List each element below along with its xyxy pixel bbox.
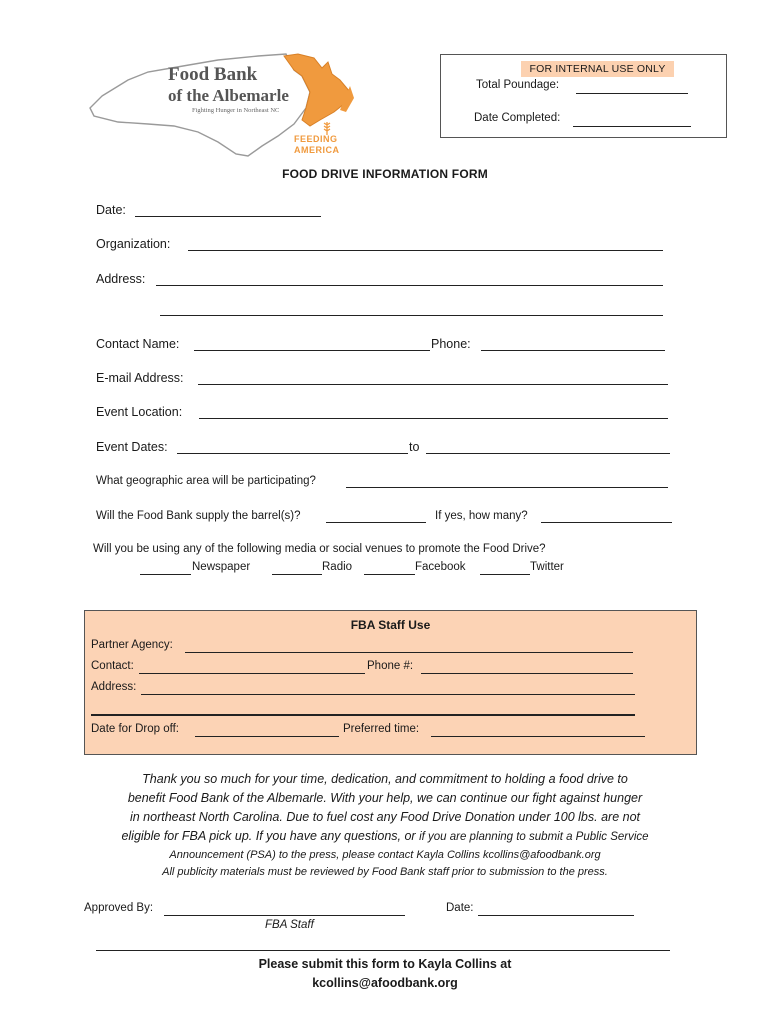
approved-by-label: Approved By: xyxy=(84,902,154,914)
staff-contact-field[interactable] xyxy=(139,673,365,674)
event-dates-label: Event Dates: xyxy=(96,440,168,454)
email-field[interactable] xyxy=(198,384,668,385)
thank-you-line4-part2: if you are planning to submit a Public Service xyxy=(419,831,649,843)
how-many-question: If yes, how many? xyxy=(435,510,528,522)
partner-agency-field[interactable] xyxy=(185,652,633,653)
staff-use-title: FBA Staff Use xyxy=(350,618,431,632)
approval-date-field[interactable] xyxy=(478,915,634,916)
contact-name-field[interactable] xyxy=(194,350,430,351)
address-field-line1[interactable] xyxy=(156,285,663,286)
form-title: FOOD DRIVE INFORMATION FORM xyxy=(282,167,488,181)
preferred-time-field[interactable] xyxy=(431,736,645,737)
barrels-field[interactable] xyxy=(326,522,426,523)
wheat-icon xyxy=(320,120,334,136)
email-label: E-mail Address: xyxy=(96,371,184,385)
logo-name-line2: of the Albemarle xyxy=(168,86,289,105)
twitter-field[interactable] xyxy=(480,574,530,575)
drop-off-date-label: Date for Drop off: xyxy=(91,723,179,735)
submit-instruction-line1: Please submit this form to Kayla Collins at xyxy=(258,957,512,971)
internal-use-box xyxy=(440,54,727,138)
contact-name-label: Contact Name: xyxy=(96,337,180,351)
logo-name-line1: Food Bank xyxy=(168,64,258,85)
media-question: Will you be using any of the following media or social venues to promote the Food Drive? xyxy=(93,543,546,555)
date-label: Date: xyxy=(96,203,126,217)
address-field-line2[interactable] xyxy=(160,315,663,316)
staff-address-field-line2[interactable] xyxy=(91,714,635,716)
footer-divider xyxy=(96,950,670,951)
staff-phone-field[interactable] xyxy=(421,673,633,674)
thank-you-line1: Thank you so much for your time, dedication, and commitment to holding a food drive to xyxy=(142,772,628,786)
logo-tagline: Fighting Hunger in Northeast NC xyxy=(192,107,280,114)
radio-field[interactable] xyxy=(272,574,322,575)
feeding-america-line2: AMERICA xyxy=(294,145,340,155)
organization-field[interactable] xyxy=(188,250,663,251)
date-field[interactable] xyxy=(135,216,321,217)
media-option-twitter: Twitter xyxy=(530,561,564,573)
submit-instruction-email[interactable]: kcollins@afoodbank.org xyxy=(312,976,458,990)
event-location-field[interactable] xyxy=(199,418,668,419)
staff-address-label: Address: xyxy=(91,681,137,693)
feeding-america-line1: FEEDING xyxy=(294,134,338,144)
how-many-field[interactable] xyxy=(541,522,672,523)
address-label: Address: xyxy=(96,272,146,286)
food-bank-logo xyxy=(88,46,360,162)
thank-you-line6: All publicity materials must be reviewed by Food Bank staff prior to submission to the press. xyxy=(162,866,608,878)
media-option-radio: Radio xyxy=(322,561,353,573)
phone-field[interactable] xyxy=(481,350,665,351)
event-dates-start-field[interactable] xyxy=(177,453,408,454)
thank-you-line2: benefit Food Bank of the Albemarle. With your help, we can continue our fight against hunger xyxy=(127,791,643,805)
date-completed-label: Date Completed: xyxy=(474,112,561,124)
fba-staff-caption: FBA Staff xyxy=(265,919,314,931)
media-option-facebook: Facebook xyxy=(415,561,466,573)
date-completed-field[interactable] xyxy=(573,126,691,127)
staff-contact-label: Contact: xyxy=(91,660,134,672)
total-poundage-field[interactable] xyxy=(576,93,688,94)
event-location-label: Event Location: xyxy=(96,405,183,419)
event-dates-end-field[interactable] xyxy=(426,453,670,454)
geographic-area-field[interactable] xyxy=(346,487,668,488)
thank-you-line4 xyxy=(0,829,770,843)
total-poundage-label: Total Poundage: xyxy=(476,79,560,91)
media-option-newspaper: Newspaper xyxy=(192,561,251,573)
internal-use-title: FOR INTERNAL USE ONLY xyxy=(521,61,674,77)
thank-you-line4-part1: eligible for FBA pick up. If you have any questions, or xyxy=(121,829,416,843)
thank-you-line5: Announcement (PSA) to the press, please contact Kayla Collins kcollins@afoodbank.org xyxy=(169,849,601,861)
approval-date-label: Date: xyxy=(446,902,474,914)
preferred-time-label: Preferred time: xyxy=(343,723,420,735)
drop-off-date-field[interactable] xyxy=(195,736,339,737)
partner-agency-label: Partner Agency: xyxy=(91,639,173,651)
approved-by-field[interactable] xyxy=(164,915,405,916)
barrels-question: Will the Food Bank supply the barrel(s)? xyxy=(96,510,301,522)
geographic-area-question: What geographic area will be participating? xyxy=(96,475,316,487)
organization-label: Organization: xyxy=(96,237,171,251)
phone-label: Phone: xyxy=(431,337,471,351)
facebook-field[interactable] xyxy=(364,574,415,575)
newspaper-field[interactable] xyxy=(140,574,191,575)
staff-phone-label: Phone #: xyxy=(367,660,414,672)
staff-address-field-line1[interactable] xyxy=(141,694,635,695)
thank-you-line3: in northeast North Carolina. Due to fuel cost any Food Drive Donation under 100 lbs. are not xyxy=(129,810,640,824)
fba-staff-use-box xyxy=(84,610,697,755)
event-dates-to: to xyxy=(409,440,420,454)
